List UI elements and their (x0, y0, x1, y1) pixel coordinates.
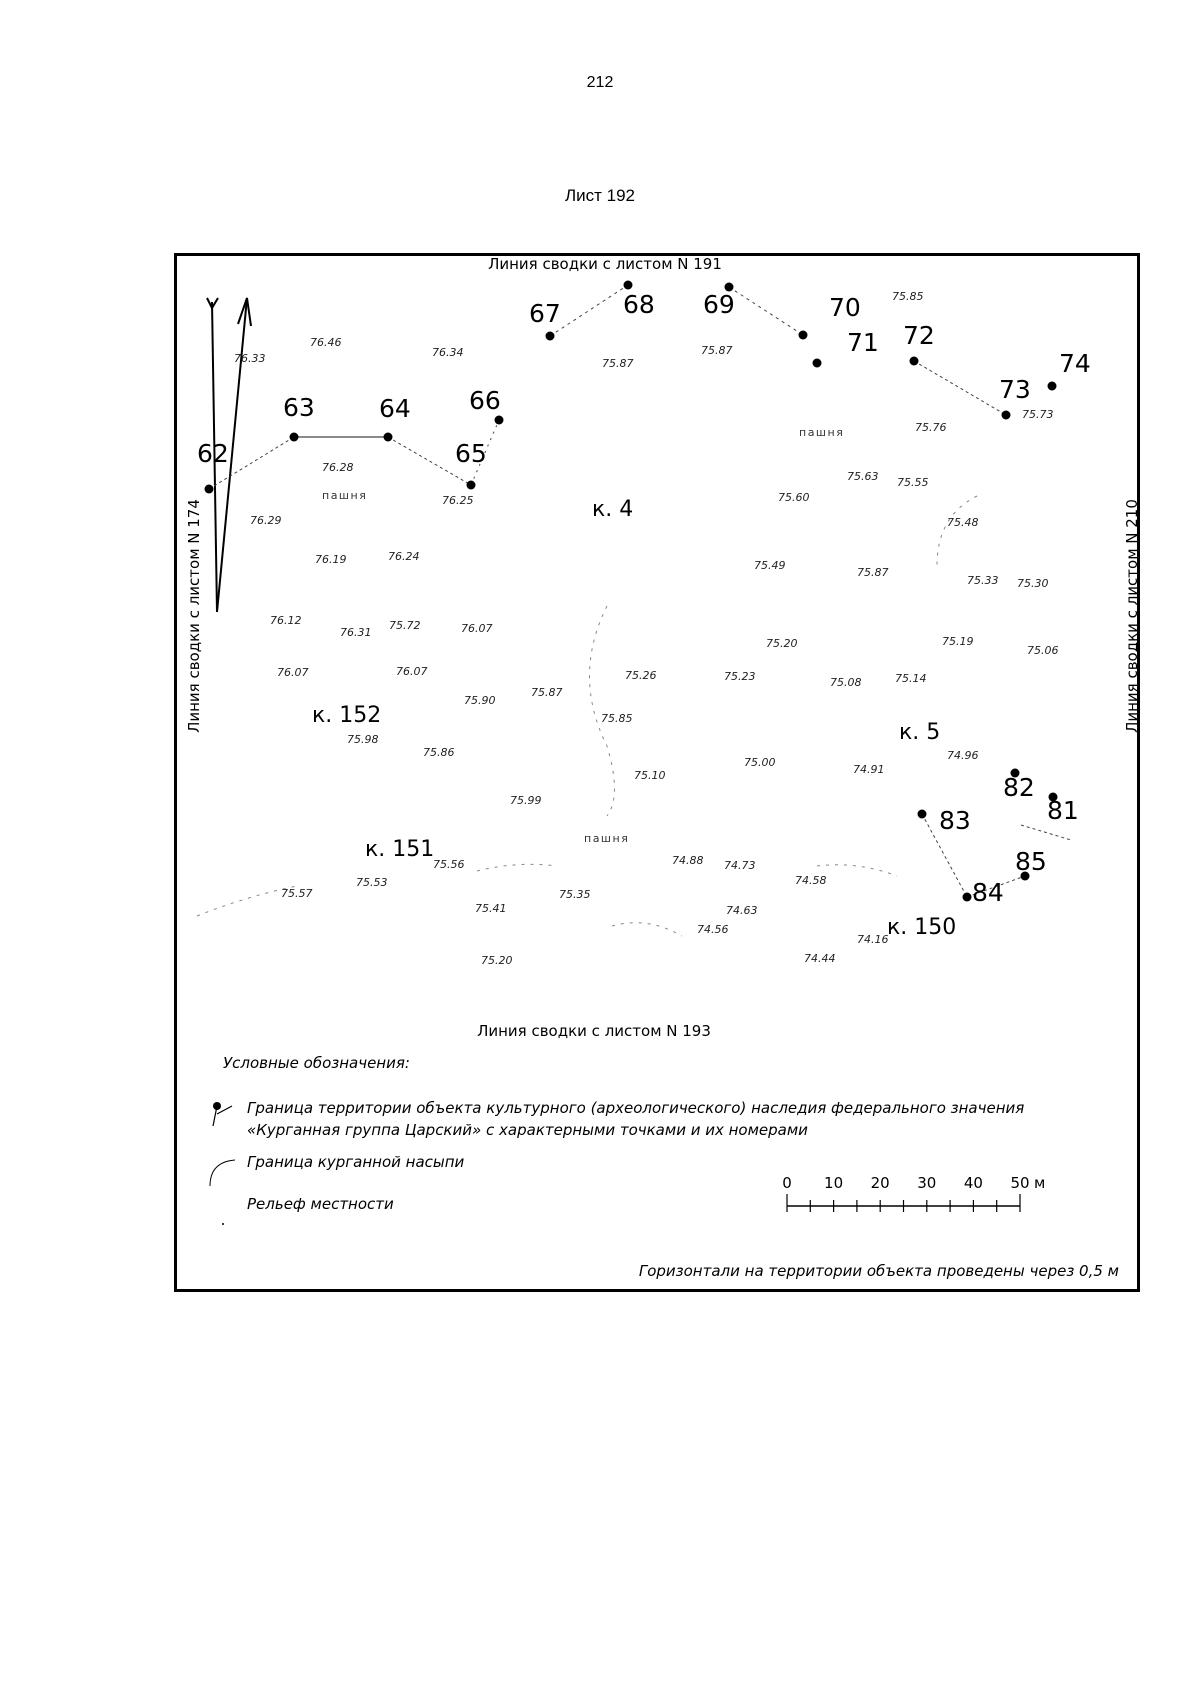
boundary-point-label: 84 (972, 878, 1004, 907)
elevation-label: 75.00 (744, 756, 776, 769)
elevation-label: 74.88 (672, 854, 704, 867)
sheet-link-right: Линия сводки с листом N 210 (1123, 499, 1141, 733)
elevation-label: 75.98 (347, 733, 379, 746)
elevation-label: 75.85 (601, 712, 633, 725)
elevation-label: 76.34 (432, 346, 464, 359)
boundary-point-label: 71 (847, 328, 879, 357)
boundary-point-marker (1002, 411, 1011, 420)
boundary-point-label: 63 (283, 393, 315, 422)
boundary-point-label: 72 (903, 321, 935, 350)
elevation-label: 75.73 (1022, 408, 1054, 421)
elevation-label: 76.33 (234, 352, 266, 365)
land-use-label: пашня (799, 426, 845, 439)
scale-bar-label: 50 (1010, 1174, 1030, 1192)
legend-title: Условные обозначения: (223, 1054, 410, 1072)
elevation-label: 75.41 (475, 902, 507, 915)
boundary-point-legend-icon (213, 1102, 232, 1126)
elevation-label: 76.25 (442, 494, 474, 507)
elevation-label: 75.26 (625, 669, 657, 682)
sheet-link-bottom: Линия сводки с листом N 193 (477, 1022, 711, 1040)
boundary-point-label: 83 (939, 806, 971, 835)
page-number: 212 (586, 74, 614, 91)
elevation-label: 75.99 (510, 794, 542, 807)
elevation-label: 74.96 (947, 749, 979, 762)
boundary-point-marker (624, 281, 633, 290)
elevation-label: 75.76 (915, 421, 947, 434)
kvartal-label: к. 152 (312, 703, 382, 728)
boundary-point-marker (1048, 382, 1057, 391)
elevation-label: 75.53 (356, 876, 388, 889)
elevation-label: 76.07 (461, 622, 493, 635)
elevation-label: 75.10 (634, 769, 666, 782)
legend-relief-text: Рельеф местности (247, 1195, 394, 1213)
mound-legend-icon (210, 1160, 235, 1186)
legend-boundary-text: Граница территории объекта культурного (археологического) наследия федерального значения (247, 1099, 1025, 1117)
elevation-label: 76.29 (250, 514, 282, 527)
boundary-point-label: 62 (197, 439, 229, 468)
elevation-label: 75.87 (531, 686, 563, 699)
boundary-point-label: 73 (999, 375, 1031, 404)
elevation-label: 76.24 (388, 550, 420, 563)
elevation-label: 75.60 (778, 491, 810, 504)
kvartal-label: к. 151 (365, 837, 435, 862)
elevation-label: 75.14 (895, 672, 927, 685)
scale-bar-label: 10 (824, 1174, 844, 1192)
scale-bar-label: 40 (963, 1174, 983, 1192)
boundary-point-label: 85 (1015, 847, 1047, 876)
elevation-label: 75.72 (389, 619, 421, 632)
contour-note: Горизонтали на территории объекта проведены через 0,5 м (638, 1262, 1119, 1280)
elevation-label: 76.12 (270, 614, 302, 627)
map-frame (174, 253, 1140, 1292)
elevation-label: 75.30 (1017, 577, 1049, 590)
legend (210, 1054, 1024, 1225)
elevation-label: 74.56 (697, 923, 729, 936)
boundary-point-label: 64 (379, 394, 411, 423)
land-use-label: пашня (322, 489, 368, 502)
elevation-label: 76.07 (396, 665, 428, 678)
elevation-label: 75.90 (464, 694, 496, 707)
boundary-point-marker (910, 357, 919, 366)
sheet-link-top: Линия сводки с листом N 191 (488, 255, 722, 273)
elevation-label: 75.87 (701, 344, 733, 357)
elevation-label: 75.63 (847, 470, 879, 483)
elevation-label: 75.35 (559, 888, 591, 901)
elevation-label: 75.86 (423, 746, 455, 759)
boundary-point-label: 68 (623, 290, 655, 319)
elevation-label: 76.28 (322, 461, 354, 474)
elevation-label: 74.63 (726, 904, 758, 917)
scale-bar (782, 1174, 1045, 1212)
boundary-point-label: 65 (455, 439, 487, 468)
scale-bar-label: 0 (782, 1174, 792, 1192)
elevation-label: 76.19 (315, 553, 347, 566)
boundary-point-marker (495, 416, 504, 425)
boundary-point-marker (384, 433, 393, 442)
kvartal-label: к. 5 (899, 720, 941, 745)
elevation-label: 75.55 (897, 476, 929, 489)
boundary-point-label: 74 (1059, 349, 1091, 378)
elevation-label: 75.49 (754, 559, 786, 572)
boundary-point-label: 82 (1003, 773, 1035, 802)
elevation-label: 74.44 (804, 952, 836, 965)
boundary-point-marker (813, 359, 822, 368)
boundary-point-marker (290, 433, 299, 442)
sheet-link-left: Линия сводки с листом N 174 (185, 499, 203, 733)
elevation-label: 76.07 (277, 666, 309, 679)
boundary-point-marker (205, 485, 214, 494)
elevation-label: 75.48 (947, 516, 979, 529)
elevation-label: 75.06 (1027, 644, 1059, 657)
map-canvas (177, 255, 1141, 1289)
boundary-point-marker (918, 810, 927, 819)
elevation-label: 75.56 (433, 858, 465, 871)
boundary-point-label: 70 (829, 293, 861, 322)
land-use-label: пашня (584, 832, 630, 845)
boundary-point-label: 69 (703, 290, 735, 319)
scale-bar-label: 30 (917, 1174, 937, 1192)
elevation-label: 75.33 (967, 574, 999, 587)
elevation-label: 75.87 (857, 566, 889, 579)
elevation-label: 75.85 (892, 290, 924, 303)
elevation-label: 75.57 (281, 887, 313, 900)
relief-legend-icon (222, 1223, 224, 1225)
elevation-label: 75.20 (766, 637, 798, 650)
scale-bar-unit: м (1034, 1174, 1046, 1192)
legend-boundary-text: «Курганная группа Царский» с характерными точками и их номерами (247, 1121, 808, 1139)
elevation-label: 76.31 (340, 626, 372, 639)
elevation-label: 74.91 (853, 763, 885, 776)
kvartal-label: к. 150 (887, 915, 957, 940)
boundary-point-marker (467, 481, 476, 490)
legend-mound-text: Граница курганной насыпи (247, 1153, 465, 1171)
boundary-point-label: 66 (469, 386, 501, 415)
elevation-label: 75.23 (724, 670, 756, 683)
boundary-points (197, 281, 1091, 908)
elevation-label: 75.87 (602, 357, 634, 370)
elevation-label: 74.58 (795, 874, 827, 887)
boundary-point-marker (799, 331, 808, 340)
elevation-label: 76.46 (310, 336, 342, 349)
elevation-label: 74.73 (724, 859, 756, 872)
elevation-label: 74.16 (857, 933, 889, 946)
elevation-label: 75.08 (830, 676, 862, 689)
elevation-label: 75.19 (942, 635, 974, 648)
boundary-point-marker (546, 332, 555, 341)
scale-bar-label: 20 (870, 1174, 890, 1192)
elevation-label: 75.20 (481, 954, 513, 967)
boundary-point-label: 81 (1047, 796, 1079, 825)
elevation-marks (234, 290, 1059, 967)
kvartal-label: к. 4 (592, 497, 634, 522)
boundary-point-label: 67 (529, 299, 561, 328)
sheet-title: Лист 192 (564, 186, 636, 205)
boundary-point-marker (963, 893, 972, 902)
